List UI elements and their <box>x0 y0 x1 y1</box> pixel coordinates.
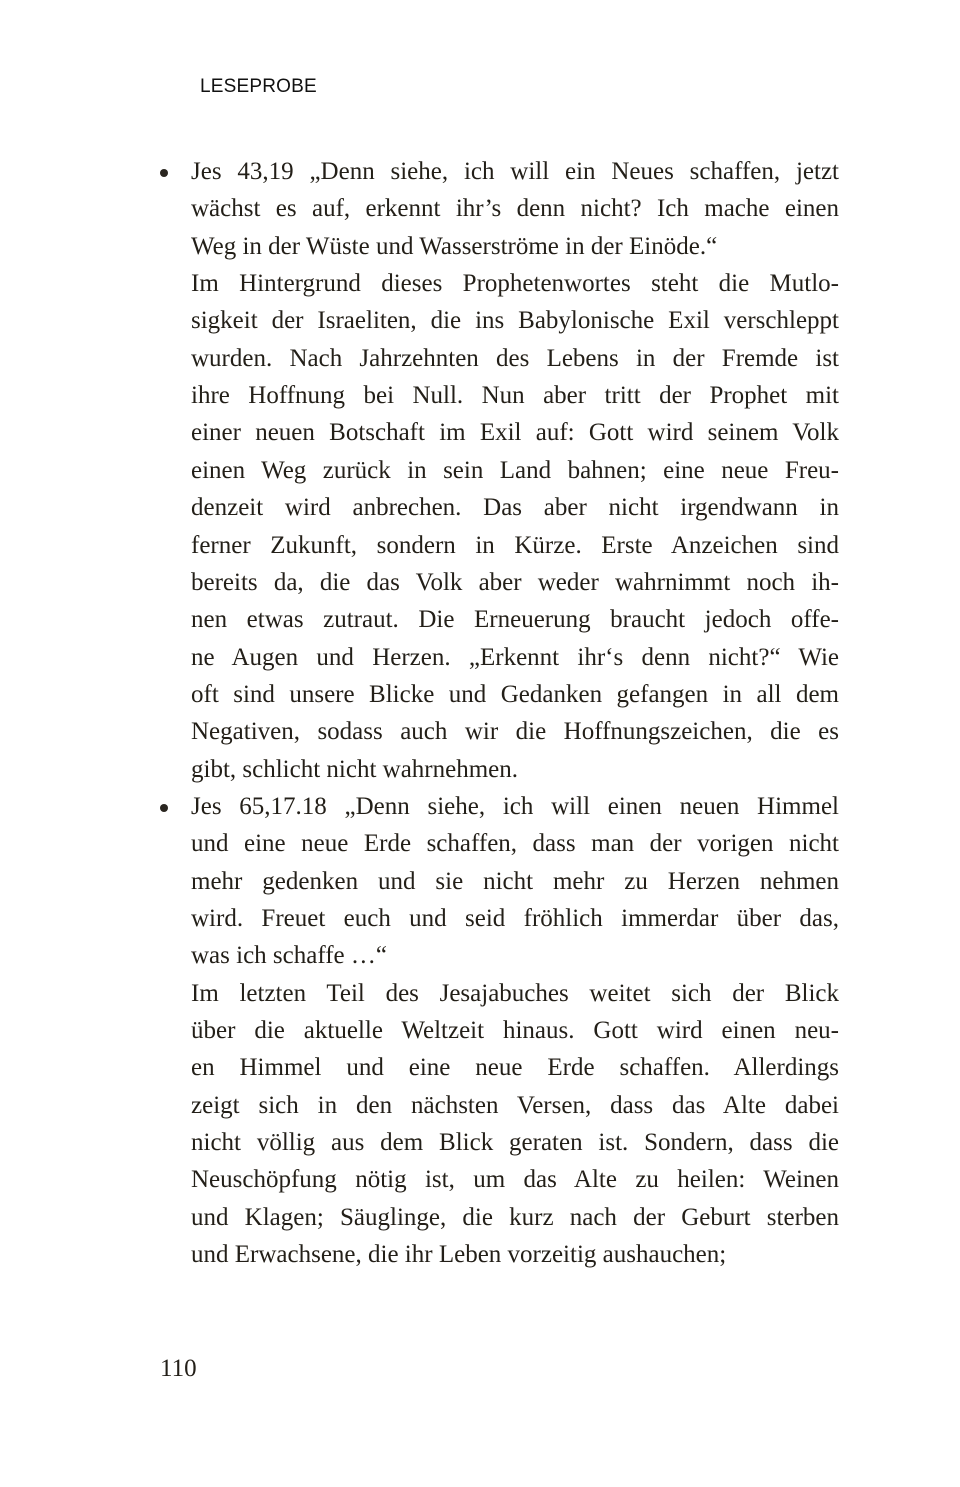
text-line: oft sind unsere Blicke und Gedanken gefangen in all dem <box>191 680 839 708</box>
text-line: Im Hintergrund dieses Prophetenwortes steht die Mutlo- <box>191 270 839 298</box>
text-line: nicht völlig aus dem Blick geraten ist. Sondern, dass die <box>191 1129 839 1157</box>
bullet-icon <box>160 169 168 177</box>
text-line: über die aktuelle Weltzeit hinaus. Gott wird einen neu- <box>191 1017 839 1045</box>
text-line: denzeit wird anbrechen. Das aber nicht irgendwann in <box>191 494 839 522</box>
text-line: Neuschöpfung nötig ist, um das Alte zu heilen: Weinen <box>191 1166 839 1194</box>
text-line: einer neuen Botschaft im Exil auf: Gott wird seinem Volk <box>191 419 839 447</box>
text-line: wurden. Nach Jahrzehnten des Lebens in der Fremde ist <box>191 344 839 372</box>
text-line: gibt, schlicht nicht wahrnehmen. <box>191 755 519 783</box>
text-line: bereits da, die das Volk aber weder wahrnimmt noch ih- <box>191 568 839 596</box>
text-line: sigkeit der Israeliten, die ins Babylonische Exil verschleppt <box>191 307 839 335</box>
text-line: Negativen, sodass auch wir die Hoffnungszeichen, die es <box>191 718 839 746</box>
text-line: und eine neue Erde schaffen, dass man der vorigen nicht <box>191 830 839 858</box>
text-line: ferner Zukunft, sondern in Kürze. Erste Anzeichen sind <box>191 531 839 559</box>
text-line: mehr gedenken und sie nicht mehr zu Herzen nehmen <box>191 867 839 895</box>
text-line: nen etwas zutraut. Die Erneuerung braucht jedoch offe- <box>191 606 839 634</box>
text-line: wird. Freuet euch und seid fröhlich immerdar über das, <box>191 905 839 932</box>
text-line: einen Weg zurück in sein Land bahnen; eine neue Freu- <box>191 456 839 484</box>
text-line: und Erwachsene, die ihr Leben vorzeitig aushauchen; <box>191 1241 727 1269</box>
page-number: 110 <box>160 1355 197 1382</box>
text-line: Jes 65,17.18 „Denn siehe, ich will einen neuen Himmel <box>191 792 839 820</box>
text-line: en Himmel und eine neue Erde schaffen. Allerdings <box>191 1054 839 1082</box>
text-line: wächst es auf, erkennt ihr’s denn nicht? Ich mache einen <box>191 195 839 223</box>
text-line: Jes 43,19 „Denn siehe, ich will ein Neues schaffen, jetzt <box>191 158 839 185</box>
text-line: Im letzten Teil des Jesajabuches weitet sich der Blick <box>191 979 839 1007</box>
text-line: zeigt sich in den nächsten Versen, dass das Alte dabei <box>191 1091 839 1119</box>
text-line: was ich schaffe …“ <box>191 942 387 970</box>
leseprobe-header: LESEPROBE <box>200 76 317 97</box>
text-line: ne Augen und Herzen. „Erkennt ihr‘s denn nicht?“ Wie <box>191 643 839 671</box>
text-line: Weg in der Wüste und Wasserströme in der Einöde.“ <box>191 232 718 260</box>
text-line: ihre Hoffnung bei Null. Nun aber tritt der Prophet mit <box>191 382 839 410</box>
text-line: und Klagen; Säuglinge, die kurz nach der Geburt sterben <box>191 1203 839 1231</box>
bullet-icon <box>160 804 168 812</box>
